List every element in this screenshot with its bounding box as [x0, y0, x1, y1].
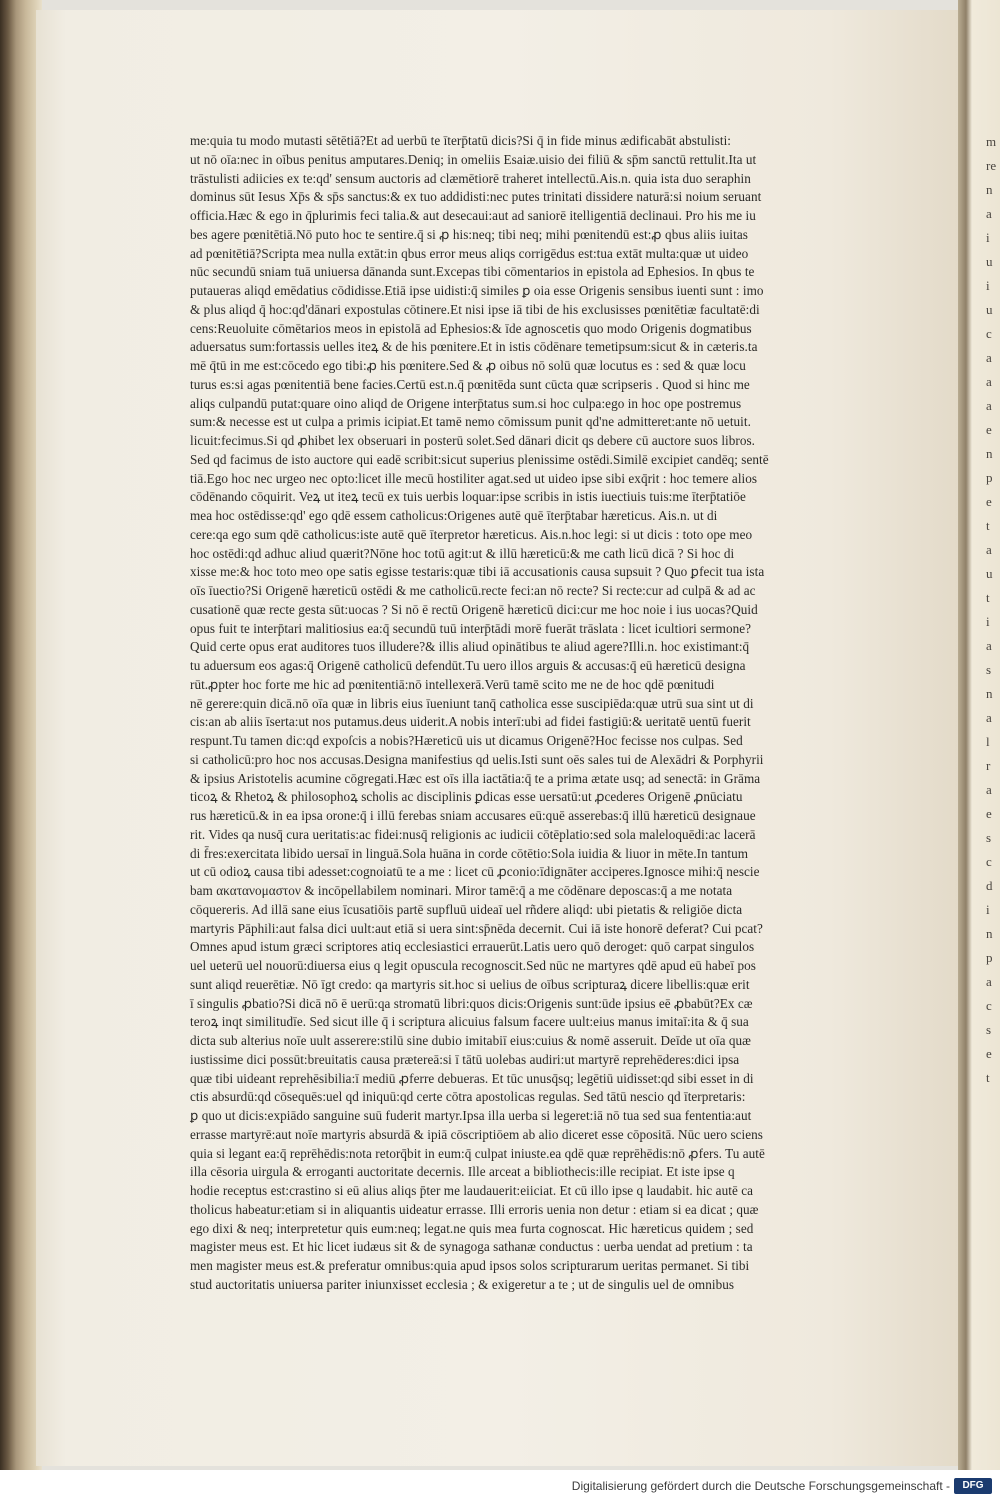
text-line: cere:qa ego sum qdē catholicus:iste autē quē īterpretor hæreticus. Ais.n.hoc legi: si ut dicis : toto ope meo: [190, 526, 753, 542]
facing-page-letter: u: [986, 566, 993, 581]
facing-page-letter: i: [986, 278, 990, 293]
facing-page-letter: m: [986, 134, 997, 149]
text-line: men magister meus est.& preferatur omnibus:quia apud ipsos solos scripturarum ueritas permanet. Si tibi: [190, 1258, 750, 1273]
facing-page-letter: t: [986, 1070, 990, 1085]
text-line: aduersatus sum:fortassis uelles iteꝝ & de his pœnitere.Et in istis cōdēnare temetipsum:sicut & in cæteris.ta: [190, 339, 758, 355]
facing-page-letter: a: [986, 350, 992, 365]
text-line: iustissime dici possūt:breuitatis causa prætereā:si ī tātū uolebas audiri:ut martyrē reprehēderes:dici ipsa: [190, 1051, 740, 1067]
text-line: nē gerere:quin dicā.nō oīa quæ in libris eius īueniunt tanq̄ catholica esse suscipiēda:quæ utrū sua sint ut di: [190, 695, 754, 711]
text-line: quia si legant ea:q̄ reprēhēdis:nota retorq̄bit in eum:q̄ culpat iniuste.ea qdē quæ reprēhēdis:nō ꝓfers. Tu autē: [190, 1145, 765, 1161]
text-line: ī singulis ꝓbatio?Si dicā nō ē uerū:qa stromatū libri:quos dicis:Origenis sunt:ūde ipsius eē ꝓbabūt?Ex cæ: [190, 995, 753, 1011]
text-line: cōdēnando cōquirit. Veꝝ ut iteꝝ tecū ex tuis uerbis loquar:ipse scribis in istis iuectiuis tuis:me īterp̄tatiōe: [190, 489, 746, 505]
facing-page-letter: a: [986, 374, 992, 389]
facing-page-letter: a: [986, 206, 992, 221]
text-line: ꝑ quo ut dicis:expiādo sanguine suū fuderit martyr.Ipsa illa uerba si legeret:iā nō tua sed sua fententia:aut: [190, 1108, 752, 1123]
text-line: magister meus est. Et hic licet iudæus sit & de synagoga sathanæ conductus : uerba uendat ad pretium : ta: [190, 1239, 753, 1255]
facing-page-letter: a: [986, 974, 992, 989]
text-line: Quid certe opus erat auditores tuos illudere?& illis aliud opinātibus te aliud agere?Illi.n. hoc existimant:q̄: [190, 639, 750, 655]
text-line: putaueras aliqd emēdatius cōdidisse.Etiā ipse uidisti:q̄ similes ꝑ oia esse Origenis sensibus iuenti sunt : imo: [190, 283, 764, 298]
text-line: quæ tibi uideant reprehēsibilia:ī mediū ꝓferre debueras. Et tūc unusq̄sq; legētiū uidisset:qd sibi esset in di: [190, 1070, 754, 1086]
text-line: Sed qd facimus de isto auctore qui eadē scribit:sicut superius plenissime ostēdi.Similē excipiet candēq; sentē: [190, 451, 769, 467]
text-line: licuit:fecimus.Si qd ꝓhibet lex obseruari in posterū solet.Sed dānari dicit qs debere cū auctore suos libros.: [190, 433, 756, 448]
text-line: cusationē quæ recte gesta sūt:uocas ? Si nō ē rectū Origenē hæreticū dici:cur me hoc noie i ius uocas?Quid: [190, 601, 758, 617]
facing-page-letter: n: [986, 446, 993, 461]
facing-page-letter: n: [986, 182, 993, 197]
facing-page-letter: n: [986, 926, 993, 941]
text-line: me:quia tu modo mutasti sētētiā?Et ad uerbū te īterp̄tatū dicis?Si q̄ in fide minus ædificabāt abstulisti:: [190, 133, 732, 148]
facing-page-letter: c: [986, 854, 992, 869]
facing-page-letter: c: [986, 998, 992, 1013]
facing-page-letter: d: [986, 878, 993, 893]
text-line: ticoꝝ & Rhetoꝝ & philosophoꝝ scholis ac disciplinis ꝑdicas esse uersatū:ut ꝓcederes Origenē ꝓnūciatu: [190, 789, 743, 805]
facing-page-letter: p: [986, 950, 993, 965]
text-line: oīs īuectio?Si Origenē hæreticū ostēdi & me catholicū.recte feci:an nō recte? Si recte:cur ad culpā & ad ac: [190, 583, 756, 598]
text-line: nūc secundū sniam tuā uniuersa dānanda sunt.Excepas tibi cōmentarios in epistola ad Ephesios. In qbus te: [190, 264, 755, 280]
facing-page-letter: t: [986, 518, 990, 533]
facing-page-fragment: [986, 130, 1000, 1090]
page-text-block: [190, 132, 932, 1292]
text-line: teroꝝ inqt similitudīe. Sed sicut ille q̄ i scriptura alicuius falsum facere uult:eius manus imitaī:ita & q̄ sua: [190, 1014, 749, 1030]
text-line: uel ueterū uel nouorū:diuersa eius q legit opuscula recognoscit.Sed nūc ne martyres qdē apud eū habeī pos: [190, 958, 756, 973]
text-line: trāstulisti adiicies ex te:qd' sensum auctoris ad clæmētiorē traheret intellectū.Ais.n. quia ista duo seraphin: [190, 170, 751, 186]
facing-page-letter: u: [986, 302, 993, 317]
text-line: turus es:si agas pœnitentiā bene facies.Certū est.n.q̄ pœnitēda sunt cūcta quæ scripseris . Quod si hinc me: [190, 376, 750, 392]
text-line: ut cū odioꝝ causa tibi adesset:cognoiatū te a me : licet cū ꝓconio:īdignāter acciperes.Ignosce mihi:q̄ nescie: [190, 864, 760, 880]
text-line: si catholicū:pro hoc nos accusas.Designa manifestius qd uelis.Isti sunt oēs sales tui de Alexādri & Porphyrii: [190, 751, 764, 767]
text-line: ego dixi & neq; interpretetur quis eum:neq; legat.ne quis mea furta cognoscat. Hic hæreticus quidem ; sed: [190, 1220, 754, 1236]
text-line: opus fuit te interp̄tari malitiosius ea:q̄ secundū tuū interp̄tādi morē fuerāt trāslata : licet icultiori sermone?: [190, 620, 752, 636]
text-line: hodie receptus est:crastino si eū alius aliqs p̄ter me laudauerit:eiiciat. Et cū illo ipse q laudabit. hic autē ca: [190, 1183, 754, 1198]
facing-page-letter: a: [986, 710, 992, 725]
text-line: martyris Pāphili:aut falsa dici uult:aut etiā si uera sint:sp̄nēda decernit. Cui iā iste honorē deferat? Cui pcat?: [190, 920, 763, 936]
text-line: Omnes apud istum græci scriptores atiq ecclesiastici errauerūt.Latis uero quō deroget: quō carpat singulos: [190, 939, 755, 955]
facing-page-letter: a: [986, 398, 992, 413]
footer-bar: [0, 1470, 1000, 1502]
facing-page-letter: s: [986, 830, 992, 845]
text-line: respunt.Tu tamen dic:qd expoſcis a nobis?Hæreticū uis ut dicamus Origenē?Hoc fecisse nos culpas. Sed: [190, 733, 743, 748]
text-line: sunt aliqd reuerētiæ. Nō īgt credo: qa martyris sit.hoc si uelius de oībus scripturaꝝ dicere libellis:quæ erit: [190, 976, 750, 992]
text-line: rūt.ꝓpter hoc forte me hic ad pœnitentiā:nō intellexerā.Verū tamē scito me ne de hoc qdē pœnitudi: [190, 676, 715, 692]
text-line: tholicus habeatur:etiam si in aliquantis uideatur errasse. Illi erroris uenia non detur : etiam si ea dicat ; quæ: [190, 1201, 759, 1217]
facing-page-letter: t: [986, 590, 990, 605]
text-line: aliqs culpandū putat:quare oino aliqd de Origene interp̄tatus sum.si hoc culpa:ego in hoc ope postremus: [190, 395, 742, 411]
facing-page-letter: l: [986, 734, 990, 749]
facing-page-letter: e: [986, 494, 992, 509]
text-line: xisse me:& hoc toto meo ope satis egisse testaris:quæ tibi iā accusationis causa supsuit ? Quo ꝑfecit tua ista: [190, 564, 765, 580]
text-line: illa cēsoria uirgula & erroganti auctoritate decernis. Ille arceat a bibliothecis:ille recipiat. Et iste ipse q: [190, 1164, 735, 1180]
footer-credit: Digitalisierung gefördert durch die Deutsche Forschungsgemeinschaft -: [571, 1479, 950, 1493]
text-line: ctis absurdū:qd cōsequēs:uel qd iniquū:qd certe cōtra apostolicas regulas. Sed tātū nescio qd īterpretaris:: [190, 1089, 746, 1105]
facing-page-letter: e: [986, 422, 992, 437]
text-line: cis:an ab aliis īserta:ut nos putamus.deus uiderit.A nobis interī:ubi ad fidei fastigiū:& ueritatē uentū fuerit: [190, 714, 751, 730]
facing-page-letter: i: [986, 614, 990, 629]
text-line: cens:Reuoluite cōmētarios meos in epistolā ad Ephesios:& īde agnoscetis quo modo Origenis dogmatibus: [190, 320, 752, 336]
text-line: bes agere pœnitētiā.Nō puto hoc te sentire.q̄ si ꝓ his:neq; tibi neq; mihi pœnitendū est:ꝓ qbus aliis iuitas: [190, 226, 748, 242]
facing-page-letter: re: [986, 158, 997, 173]
text-line: officia.Hæc & ego in q̄plurimis feci talia.& aut desecaui:aut ad saniorē itelligentiā declinaui. Pro his me iu: [190, 208, 756, 223]
text-line: tiā.Ego hoc nec urgeo nec opto:licet ille mecū hostiliter agat.sed ut uideo ipse sibi exq̄rit : hoc temere alios: [190, 470, 758, 486]
text-line: dicta sub alterius noīe uult asserere:stilū sine dubio imitabiī eius:cuius & nomē asseruit. Deīde ut oīa quæ: [190, 1033, 751, 1048]
facing-page-letter: s: [986, 662, 992, 677]
facing-page-letter: c: [986, 326, 992, 341]
facing-page-letter: a: [986, 638, 992, 653]
text-line: & plus aliqd q̄ hoc:qd'dānari expostulas cōtinere.Et nisi ipse iā tibi de his exclusisses pœnitētiæ facultatē:di: [190, 301, 760, 317]
dfg-logo: DFG: [954, 1478, 992, 1494]
text-line: bam ακατανομαστον & incōpellabilem nominari. Miror tamē:q̄ a me cōdēnare deposcas:q̄ a me notata: [190, 883, 733, 898]
text-line: mea hoc ostēdisse:qd' ego qdē essem catholicus:Origenes autē quē īterp̄tabar hæreticus. Ais.n. ut di: [190, 508, 718, 523]
text-line: ad pœnitētiā?Scripta mea nulla extāt:in qbus error meus aliqs corrigēdus est:tua extāt multa:quæ ut uideo: [190, 245, 749, 261]
facing-page-letter: p: [986, 470, 993, 485]
facing-page-letter: a: [986, 542, 992, 557]
text-line: sum:& necesse est ut culpa a primis icipiat.Et tamē nemo cōmissum punit qd'ne admitteret:ante nō uetuit.: [190, 414, 751, 430]
text-line: ut nō oīa:nec in oībus penitus amputares.Deniq; in omeliis Esaiæ.uisio dei filiū & sp̄m sanctū rettulit.Ita ut: [190, 151, 757, 167]
facing-page-letter: e: [986, 1046, 992, 1061]
text-line: & ipsius Aristotelis acumine cōgregati.Hæc est oīs illa iactātia:q̄ te a prima ætate usq; ad senectā: in Grāma: [190, 770, 761, 786]
facing-page-letter: u: [986, 254, 993, 269]
facing-page-letter: i: [986, 902, 990, 917]
facing-page-letter: i: [986, 230, 990, 245]
facing-page-letter: e: [986, 806, 992, 821]
text-line: hoc ostēdi:qd adhuc aliud quærit?Nōne hoc totū agit:ut & illū hæreticū:& me cath licū dicā ? Si hoc di: [190, 545, 735, 561]
text-line: di f̄res:exercitata libido uersaī in linguā.Sola huāna in corde cōtētio:Sola iuidia & liuor in mēte.In tantum: [190, 845, 749, 861]
facing-page-letter: r: [986, 758, 991, 773]
text-line: tu aduersum eos agas:q̄ Origenē catholicū defendūt.Tu uero illos arguis & accusas:q̄ eū hæreticū designa: [190, 658, 746, 673]
text-line: rit. Vides qa nusq̄ cura ueritatis:ac fidei:nusq̄ religionis ac iudicii cōtēplatio:sed sola maleloquēdi:ac lacerā: [190, 826, 756, 842]
text-line: rus hæreticū.& in ea ipsa orone:q̄ i illū ferebas sniam accusares eū:quē asserebas:q̄ illū hæreticū designaue: [190, 808, 756, 823]
text-line: cōquereris. Ad illā sane eius īcusatiōis partē supfluū uideaī uel rñdere aliqd: ubi pietatis & religiōe dicta: [190, 901, 743, 917]
text-line: errasse martyrē:aut noīe martyris absurdā & ipiā cōscriptiōem ab alio diceret esse cōpositā. Nūc uero sciens: [190, 1126, 763, 1142]
facing-page-letter: n: [986, 686, 993, 701]
facing-page-letter: s: [986, 1022, 992, 1037]
text-line: stud auctoritatis uniuersa pariter iniunxisset ecclesia ; & exigeretur a te ; ut de singulis uel de omnibus: [190, 1276, 735, 1292]
text-line: mē q̄tū in me est:cōcedo ego tibi:ꝓ his pœnitere.Sed & ꝓ oibus nō solū quæ locutus es : sed & quæ locu: [190, 358, 746, 373]
text-line: dominus sūt Iesus Xp̄s & sp̄s sanctus:& ex tuo addidisti:nec putes trinitati dissidere naturā:si noium seruant: [190, 189, 762, 205]
facing-page-letter: a: [986, 782, 992, 797]
